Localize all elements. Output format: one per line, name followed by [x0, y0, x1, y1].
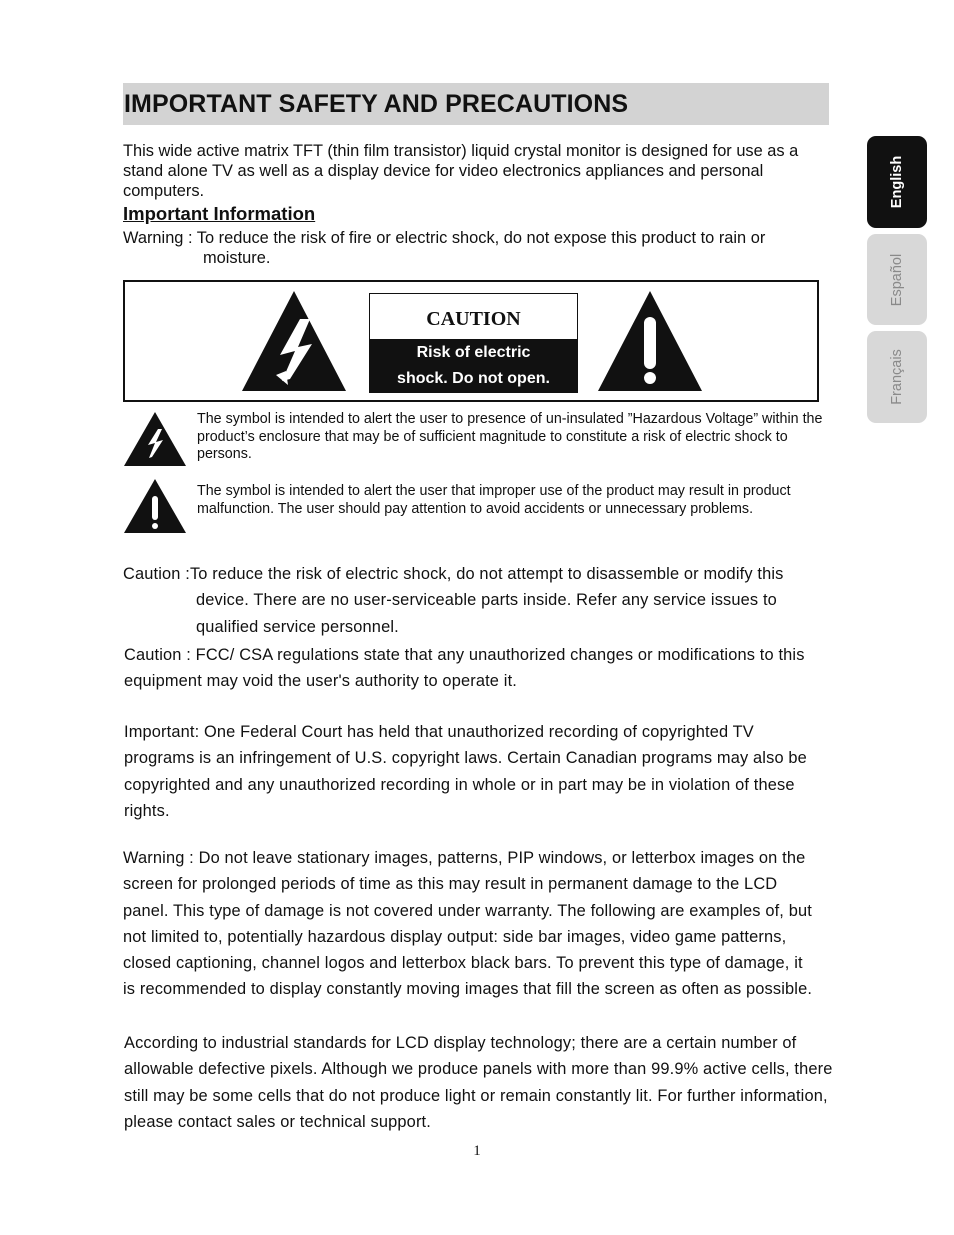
- lightning-warning-icon: [240, 289, 348, 393]
- title-bar: [123, 83, 829, 125]
- caution-graphic-box: [123, 280, 819, 402]
- warning-stationary-images: Warning : Do not leave stationary images, patterns, PIP windows, or letterbox images on the screen for prolonged periods of time as this may result in permanent damage to the LCD panel. This type of damage is not covered under warranty. The following are examples of, but not limited to, potentially hazardous display output: side bar images, video game patterns, closed captioning, channel logos and letterbox black bars. To prevent this type of damage, it is recommended to display constantly moving images that fill the screen as often as possible.: [123, 849, 813, 999]
- tab-espanol[interactable]: [867, 234, 927, 325]
- caution-disassemble-first-line: Caution :To reduce the risk of electric shock, do not attempt to disassemble or modify this: [123, 565, 784, 583]
- intro-paragraph: This wide active matrix TFT (thin film transistor) liquid crystal monitor is designed for use as a stand alone TV as well as a display device for video electronics appliances and personal computers.: [123, 142, 799, 200]
- caution-label-line2: shock. Do not open.: [397, 370, 550, 387]
- tab-francais[interactable]: [867, 331, 927, 423]
- defective-pixels-notice: According to industrial standards for LCD display technology; there are a certain number of allowable defective pixels. Although we produce panels with more than 99.9% active cells, there still may be some cells that do not produce light or remain constantly lit. For further information, please contact sales or technical support.: [124, 1034, 833, 1131]
- caution-label-line1: Risk of electric: [416, 344, 531, 361]
- tab-espanol-label: Español: [889, 253, 905, 306]
- caution-disassemble: [123, 561, 835, 640]
- tab-english-label: English: [889, 155, 905, 209]
- warning-rain-first-line: Warning : To reduce the risk of fire or electric shock, do not expose this product to rain or: [123, 229, 766, 247]
- tab-francais-label: Français: [888, 349, 905, 405]
- symbol-text-voltage: The symbol is intended to alert the user to presence of un-insulated ”Hazardous Voltage” within the product’s enclosure that may be of sufficient magnitude to constitute a risk of electric shock to persons.: [197, 411, 823, 463]
- symbol-text-exclamation: The symbol is intended to alert the user that improper use of the product may result in product malfunction. The user should pay attention to avoid accidents or unnecessary problems.: [197, 483, 791, 517]
- tab-english[interactable]: [867, 136, 927, 228]
- page-number: 1: [473, 1143, 481, 1159]
- caution-label: [369, 293, 578, 393]
- caution-label-body: [370, 339, 577, 393]
- caution-disassemble-continuation: device. There are no user-serviceable parts inside. Refer any service issues to qualified service personnel.: [196, 591, 777, 636]
- important-information-heading: Important Information: [123, 203, 316, 224]
- important-copyright: Important: One Federal Court has held that unauthorized recording of copyrighted TV programs is an infringement of U.S. copyright laws. Certain Canadian programs may also be copyrighted and any unauthorized recording in whole or in part may be in violation of these rights.: [124, 723, 807, 820]
- caution-fcc: Caution : FCC/ CSA regulations state that any unauthorized changes or modifications to this equipment may void the user's authority to operate it.: [124, 646, 805, 691]
- warning-rain-continuation: moisture.: [203, 249, 271, 267]
- warning-rain-moisture: [123, 228, 835, 268]
- caution-label-heading: CAUTION: [426, 308, 521, 330]
- exclamation-warning-icon: [123, 478, 187, 534]
- lightning-warning-icon: [123, 411, 187, 467]
- exclamation-warning-icon: [596, 289, 704, 393]
- page-title: IMPORTANT SAFETY AND PRECAUTIONS: [124, 90, 629, 118]
